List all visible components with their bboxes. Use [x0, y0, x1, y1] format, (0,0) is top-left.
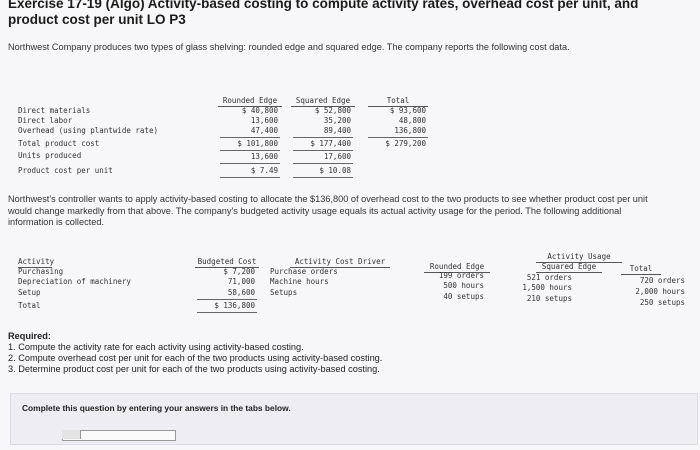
- activity-usage-header: Activity Usage: [536, 252, 622, 263]
- activity-row-total: 720 orders: [639, 276, 685, 285]
- exercise-title: [8, 0, 638, 28]
- activity-row-driver: Setups: [270, 288, 298, 297]
- cost-divider-rule: [220, 150, 280, 151]
- cost-subtotal-rule: [368, 137, 428, 138]
- activity-row-rounded: 40 setups: [443, 292, 484, 301]
- cost-row-label: Total product cost: [18, 139, 100, 148]
- cost-divider-rule: [293, 163, 353, 164]
- cost-row-squared: $ 10.08: [319, 166, 351, 175]
- usage-header-total: Total: [621, 264, 661, 275]
- budgeted-cost-header: Budgeted Cost: [195, 257, 259, 268]
- cost-row-squared: 17,600: [323, 152, 351, 161]
- activity-row-total: 250 setups: [639, 298, 685, 307]
- instructions-text: Complete this question by entering your answers in the tabs below.: [22, 403, 291, 413]
- cost-row-squared: 89,400: [323, 126, 351, 135]
- activity-row-name: Setup: [18, 288, 41, 297]
- usage-header-squared: Squared Edge: [536, 262, 602, 273]
- activity-row-squared: 521 orders: [526, 273, 572, 282]
- cost-header-total: Total: [368, 96, 428, 107]
- cost-divider-rule: [293, 150, 353, 151]
- cost-row-label: Overhead (using plantwide rate): [18, 126, 158, 135]
- cost-row-rounded: $ 101,800: [237, 139, 278, 148]
- activity-row-driver: Purchase orders: [270, 267, 338, 276]
- activity-row-rounded: 500 hours: [443, 281, 484, 290]
- cost-header-squared: Squared Edge: [291, 96, 355, 107]
- activity-total-label: Total: [18, 301, 41, 310]
- cost-row-total: $ 279,200: [385, 139, 426, 148]
- intro-paragraph: Northwest Company produces two types of glass shelving: rounded edge and squared edge. The company reports the following cost data.: [8, 42, 570, 52]
- cost-row-rounded: $ 40,800: [241, 106, 278, 115]
- activity-row-name: Depreciation of machinery: [18, 277, 131, 286]
- activity-row-cost: 71,000: [227, 277, 255, 286]
- required-item-2: 2. Compute overhead cost per unit for each of the two products using activity-based costing.: [8, 353, 383, 363]
- cost-row-total: 136,800: [394, 126, 426, 135]
- cost-row-rounded: 47,400: [250, 126, 278, 135]
- title-line-2: product cost per unit LO P3: [8, 12, 186, 27]
- cost-row-rounded: 13,600: [250, 116, 278, 125]
- cost-bottom-rule: [293, 177, 353, 178]
- answer-tab[interactable]: [62, 430, 81, 439]
- cost-bottom-rule: [220, 177, 280, 178]
- activity-header: Activity: [18, 257, 55, 266]
- activity-row-rounded: 199 orders: [438, 271, 484, 280]
- activity-row-squared: 210 setups: [526, 294, 572, 303]
- title-line-1: Exercise 17-19 (Algo) Activity-based costing to compute activity rates, overhead cost per unit, and: [8, 0, 639, 11]
- cost-row-label: Units produced: [18, 151, 82, 160]
- required-item-1: 1. Compute the activity rate for each activity using activity-based costing.: [8, 342, 304, 352]
- cost-row-label: Product cost per unit: [18, 166, 113, 175]
- controller-paragraph: Northwest's controller wants to apply activity-based costing to allocate the $136,800 of overhead cost to the two products to see whether product cost per unit would change markedly from that above. The company's budgeted activity usage equals its actual activity usage for the period. The following additional information is collected.: [8, 194, 648, 227]
- activity-total-cost: $ 136,800: [214, 301, 255, 310]
- cost-row-label: Direct materials: [18, 106, 91, 115]
- cost-divider-rule: [220, 163, 280, 164]
- cost-row-squared: $ 177,400: [310, 139, 351, 148]
- activity-row-total: 2,000 hours: [635, 287, 685, 296]
- required-item-3: 3. Determine product cost per unit for each of the two products using activity-based costing.: [8, 364, 380, 374]
- cost-row-squared: 35,200: [323, 116, 351, 125]
- activity-subtotal-rule: [197, 299, 257, 300]
- cost-subtotal-rule: [220, 137, 280, 138]
- activity-bottom-rule: [197, 312, 257, 313]
- cost-row-total: 48,800: [398, 116, 426, 125]
- required-section: [8, 331, 382, 375]
- cost-row-total: $ 93,600: [389, 106, 426, 115]
- usage-header-rounded: Rounded Edge: [424, 262, 490, 273]
- cost-row-rounded: $ 7.49: [250, 166, 278, 175]
- cost-driver-header: Activity Cost Driver: [290, 257, 390, 268]
- cost-subtotal-rule: [293, 137, 353, 138]
- cost-header-rounded: Rounded Edge: [218, 96, 282, 107]
- activity-row-cost: $ 7,200: [223, 267, 255, 276]
- activity-row-squared: 1,500 hours: [522, 283, 572, 292]
- cost-row-squared: $ 52,800: [314, 106, 351, 115]
- activity-row-driver: Machine hours: [270, 277, 329, 286]
- cost-row-label: Direct labor: [18, 116, 73, 125]
- cost-row-rounded: 13,600: [250, 152, 278, 161]
- required-heading: Required:: [8, 331, 51, 341]
- activity-row-name: Purchasing: [18, 267, 64, 276]
- activity-row-cost: 58,600: [227, 288, 255, 297]
